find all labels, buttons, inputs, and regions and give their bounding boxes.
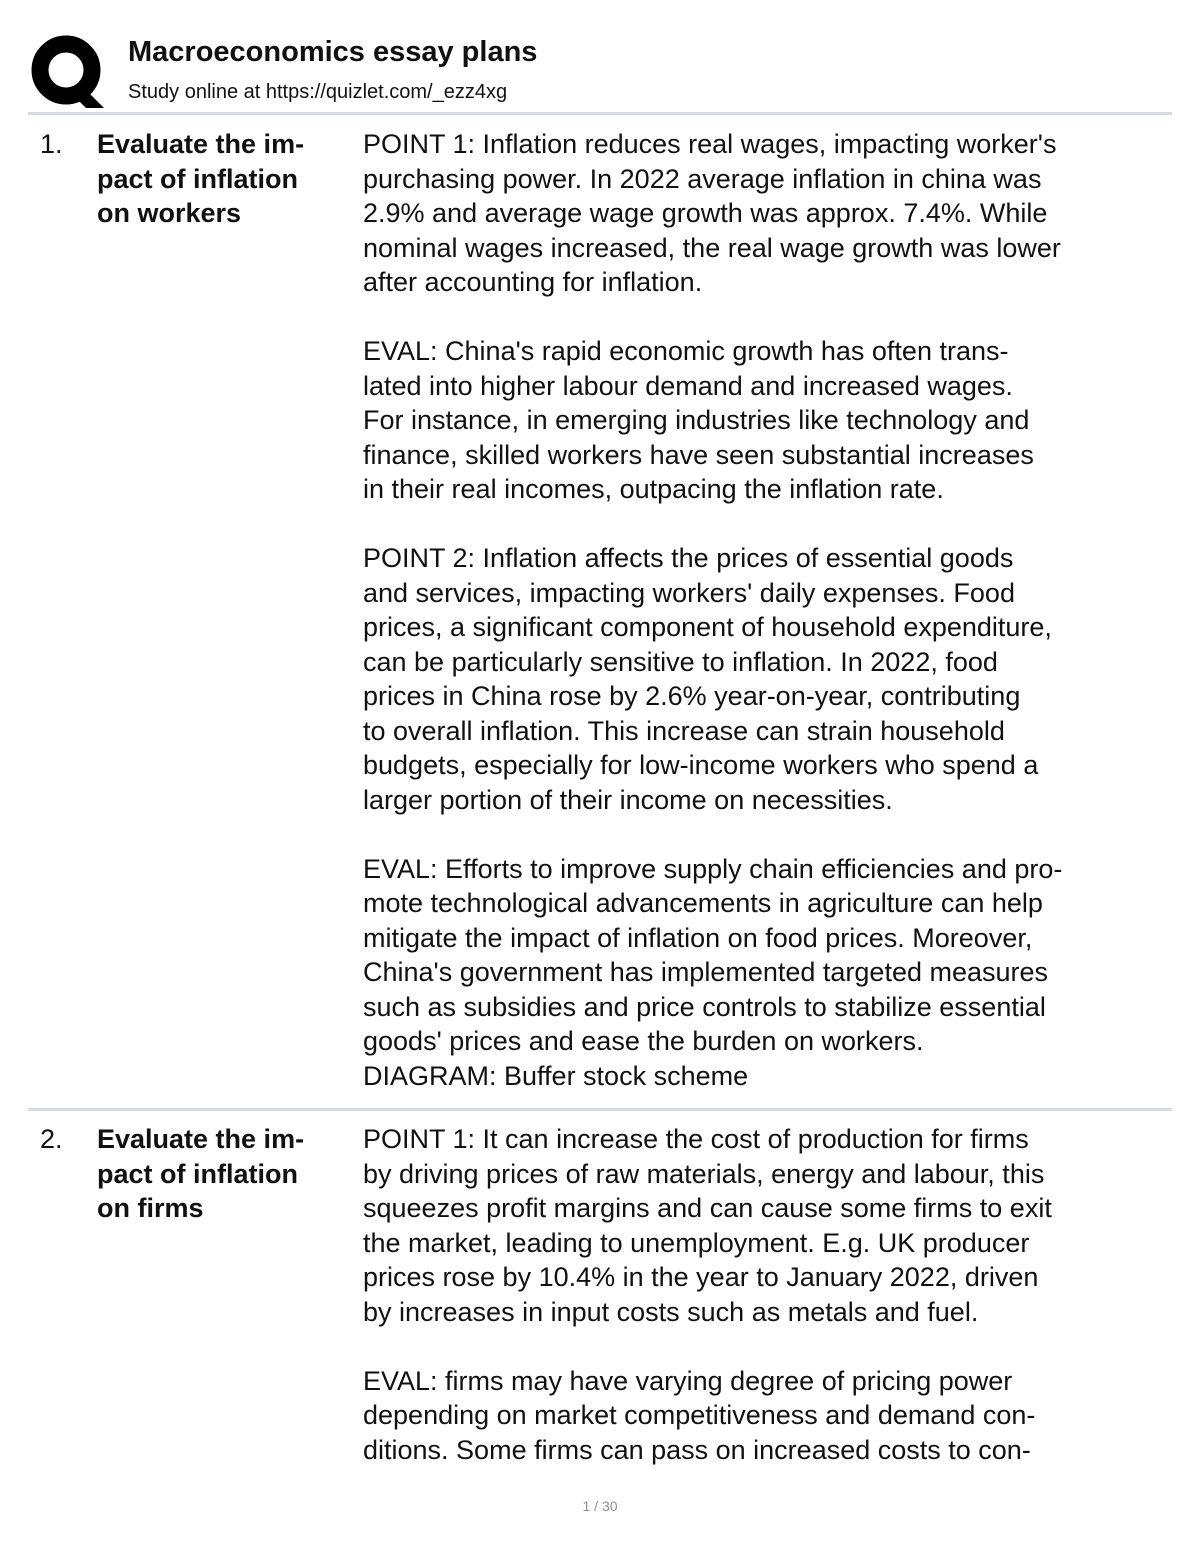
definition-line: after accounting for inflation. xyxy=(363,267,703,297)
definition-line: POINT 1: Inflation reduces real wages, impacting worker's xyxy=(363,129,1057,159)
definition-line: in their real incomes, outpacing the inflation rate. xyxy=(363,474,944,504)
definition-paragraph xyxy=(363,334,1163,507)
definition-line: and services, impacting workers' daily expenses. Food xyxy=(363,577,1015,608)
term-line: Evaluate the im- xyxy=(97,129,305,159)
card-term xyxy=(97,1122,342,1226)
definition-line: ditions. Some firms can pass on increased costs to con- xyxy=(363,1434,1031,1465)
definition-line: nominal wages increased, the real wage growth was lower xyxy=(363,232,1061,263)
definition-paragraph xyxy=(363,127,1163,300)
definition-line: finance, skilled workers have seen substantial increases xyxy=(363,439,1034,470)
definition-line: by driving prices of raw materials, energy and labour, this xyxy=(363,1158,1045,1189)
definition-paragraph xyxy=(363,1122,1163,1329)
definition-line: depending on market competitiveness and demand con- xyxy=(363,1400,1036,1430)
definition-paragraph xyxy=(363,1364,1163,1468)
definition-line: prices, a significant component of household expenditure, xyxy=(363,612,1052,642)
term-line: on firms xyxy=(97,1193,204,1223)
definition-line: prices rose by 10.4% in the year to January 2022, driven xyxy=(363,1262,1039,1292)
definition-paragraph xyxy=(363,852,1163,1094)
definition-line: EVAL: China's rapid economic growth has often trans- xyxy=(363,336,1009,366)
card-definition xyxy=(363,1122,1163,1467)
definition-line: the market, leading to unemployment. E.g. UK producer xyxy=(363,1227,1030,1258)
term-line: Evaluate the im- xyxy=(97,1124,305,1154)
definition-line: can be particularly sensitive to inflation. In 2022, food xyxy=(363,646,998,677)
definition-line: lated into higher labour demand and increased wages. xyxy=(363,370,1013,401)
definition-line: goods' prices and ease the burden on workers. xyxy=(363,1026,924,1056)
definition-line: budgets, especially for low-income workers who spend a xyxy=(363,750,1039,780)
card-divider xyxy=(28,1108,1172,1111)
term-line: pact of inflation xyxy=(97,1158,298,1189)
study-url-text: Study online at https://quizlet.com/_ezz4xg xyxy=(128,81,508,103)
definition-line: For instance, in emerging industries like technology and xyxy=(363,405,1030,435)
quizlet-q-logo-icon xyxy=(30,34,106,110)
header-divider xyxy=(28,112,1172,115)
definition-line: 2.9% and average wage growth was approx. 7.4%. While xyxy=(363,198,1048,228)
definition-line: larger portion of their income on necessities. xyxy=(363,784,893,815)
page-header xyxy=(30,30,1172,112)
definition-line: mitigate the impact of inflation on food prices. Moreover, xyxy=(363,922,1033,953)
definition-line: squeezes profit margins and can cause some firms to exit xyxy=(363,1193,1052,1223)
definition-line: to overall inflation. This increase can strain household xyxy=(363,715,1005,746)
definition-line: China's government has implemented targeted measures xyxy=(363,957,1049,987)
card-number: 1. xyxy=(40,129,63,159)
definition-line: such as subsidies and price controls to stabilize essential xyxy=(363,991,1046,1022)
definition-line: by increases in input costs such as metals and fuel. xyxy=(363,1296,979,1327)
definition-line: DIAGRAM: Buffer stock scheme xyxy=(363,1060,749,1091)
set-title: Macroeconomics essay plans xyxy=(128,36,538,68)
page-indicator: 1 / 30 xyxy=(582,1498,618,1514)
card-term xyxy=(97,127,342,231)
definition-line: POINT 1: It can increase the cost of production for firms xyxy=(363,1124,1029,1154)
definition-paragraph xyxy=(363,541,1163,817)
definition-line: EVAL: Efforts to improve supply chain efficiencies and pro- xyxy=(363,853,1063,884)
term-line: pact of inflation xyxy=(97,163,298,194)
definition-line: POINT 2: Inflation affects the prices of essential goods xyxy=(363,543,1014,573)
definition-line: purchasing power. In 2022 average inflation in china was xyxy=(363,163,1042,194)
definition-line: prices in China rose by 2.6% year-on-year, contributing xyxy=(363,681,1021,711)
term-line: on workers xyxy=(97,198,242,228)
card-number: 2. xyxy=(40,1124,63,1154)
card-definition xyxy=(363,127,1163,1093)
definition-line: EVAL: firms may have varying degree of pricing power xyxy=(363,1365,1013,1396)
definition-line: mote technological advancements in agriculture can help xyxy=(363,888,1043,918)
